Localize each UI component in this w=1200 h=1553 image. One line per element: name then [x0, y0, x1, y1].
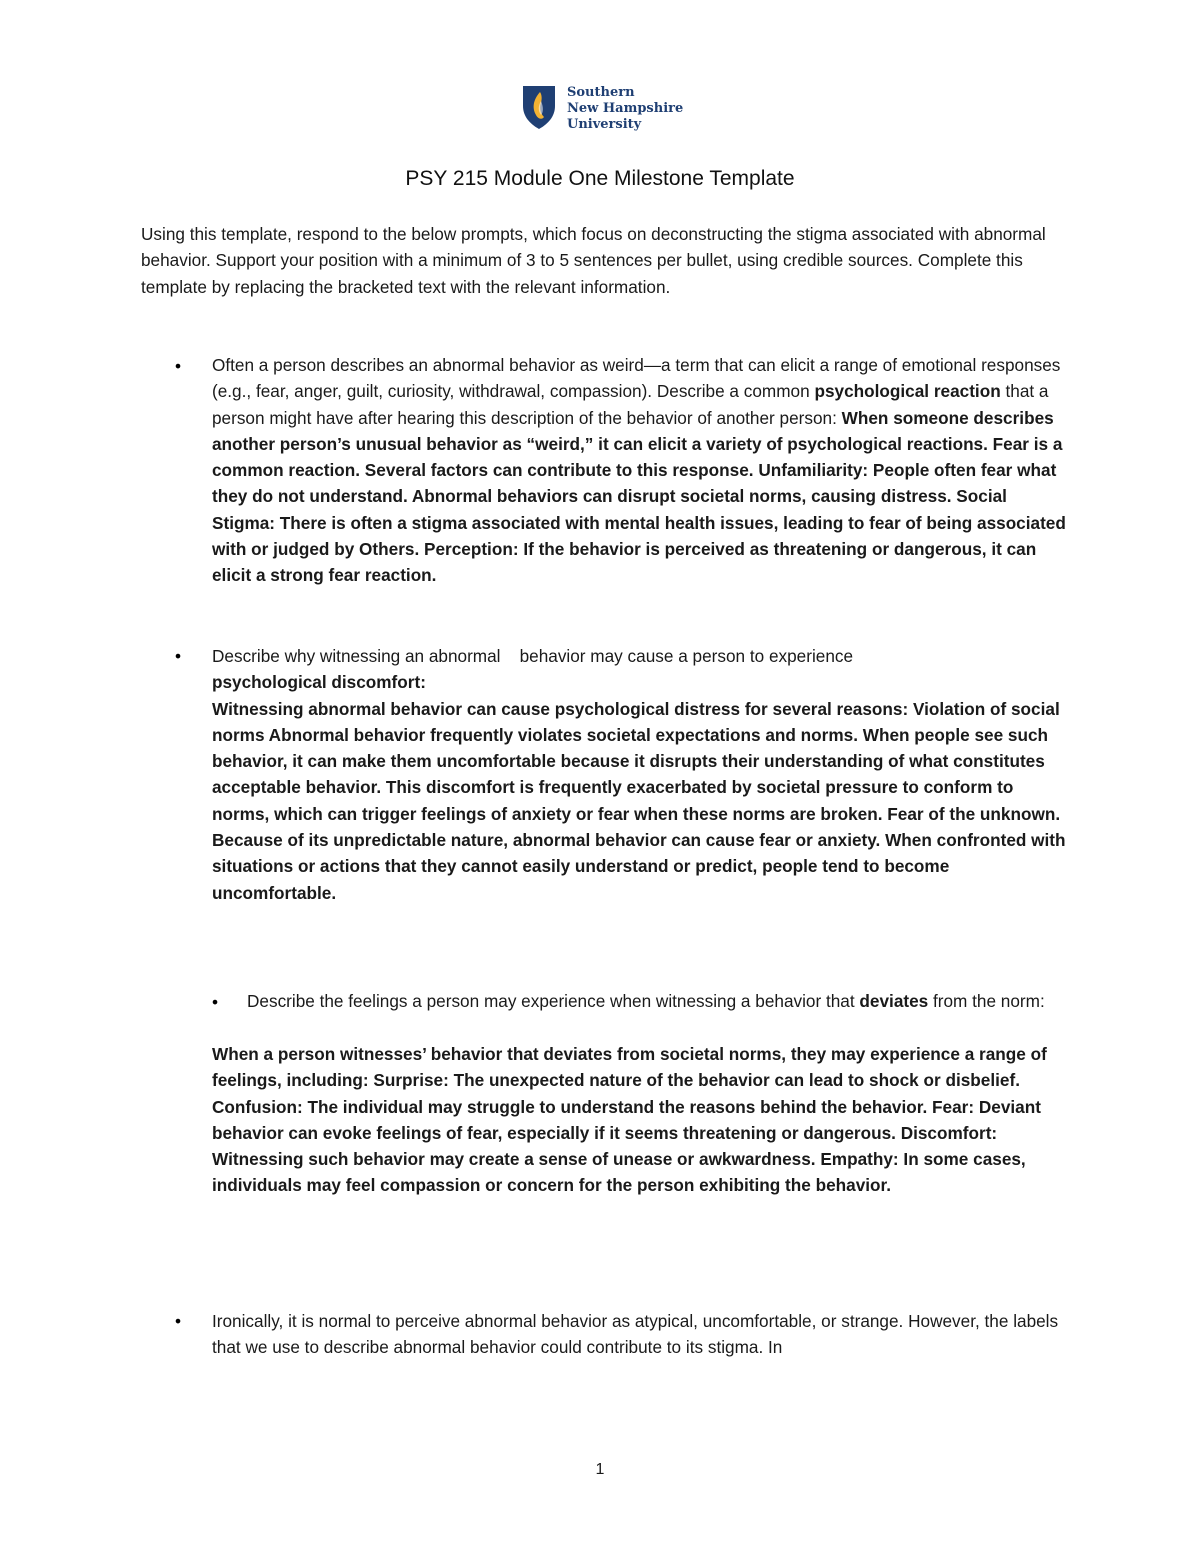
prompt-1-bold: psychological reaction — [814, 381, 1001, 402]
prompt-item-4 — [212, 1308, 1072, 1361]
logo-line-3: University — [567, 117, 642, 132]
logo-line-1: Southern — [567, 85, 635, 100]
prompt-3-part2: from the norm: — [928, 991, 1045, 1011]
bullet-marker: • — [212, 992, 219, 1012]
bullet-marker: • — [175, 646, 182, 666]
prompt-3-text — [247, 988, 1067, 1014]
prompt-2-part1: Describe why witnessing an abnormal behavior may cause a person to experience — [212, 646, 854, 666]
university-logo — [521, 84, 691, 132]
document-title: PSY 215 Module One Milestone Template — [405, 167, 795, 190]
logo-wordmark — [567, 85, 683, 133]
answer-3: When a person witnesses’ behavior that deviates from societal norms, they may experience a range of feelings, including: Surprise: The unexpected nature of the behavior can lead to shock or disbelief. Confusion: The individual may struggle to understand the reasons behind the behavior. Fear: Deviant behavior can evoke feelings of fear, especially if it seems threatening or dangerous. Discomfort: Witnessing such behavior may create a sense of unease or awkwardness. Empathy: In some cases, individuals may feel compassion or concern for the person exhibiting the behavior. — [212, 1044, 1047, 1196]
intro-paragraph: Using this template, respond to the below prompts, which focus on deconstructing the stigma associated with abnormal behavior. Support your position with a minimum of 3 to 5 sentences per bullet, using credible sources. Complete this template by replacing the bracketed text with the relevant information. — [141, 224, 1046, 297]
prompt-3-part1: Describe the feelings a person may experience when witnessing a behavior that — [247, 991, 860, 1011]
prompt-2-text — [212, 643, 1072, 669]
bullet-marker: • — [175, 356, 182, 376]
prompt-3-bold: deviates — [859, 991, 929, 1011]
answer-1: When someone describes another person’s unusual behavior as “weird,” it can elicit a variety of psychological reactions. Fear is a common reaction. Several factors can contribute to this response. Unfamiliarity: People often fear what they do not understand. Abnormal behaviors can disrupt societal norms, causing distress. Social Stigma: There is often a stigma associated with mental health issues, leading to fear of being associated with or judged by Others. Perception: If the behavior is perceived as threatening or dangerous, it can elicit a strong fear reaction. — [212, 407, 1066, 586]
prompt-1-text — [212, 352, 1072, 589]
answer-2: Witnessing abnormal behavior can cause psychological distress for several reasons: Violation of social norms Abnormal behavior frequently violates societal expectations and norms. When people see such behavior, it can make them uncomfortable because it disrupts their understanding of what constitutes acceptable behavior. This discomfort is frequently exacerbated by societal pressure to conform to norms, which can trigger feelings of anxiety or fear when these norms are broken. Fear of the unknown. Because of its unpredictable nature, abnormal behavior can cause fear or anxiety. When confronted with situations or actions that they cannot easily understand or predict, people tend to become uncomfortable. — [212, 698, 1066, 903]
prompt-1-part1: Often a person describes an abnormal behavior as weird—a term that can elicit a range of emotional responses (e.g., fear, anger, guilt, curiosity, withdrawal, compassion). Describe a common — [212, 355, 1061, 402]
prompt-item-2 — [212, 643, 1072, 906]
logo-line-2: New Hampshire — [567, 101, 684, 116]
prompt-2-bold: psychological discomfort: — [212, 672, 426, 693]
prompt-4-text: Ironically, it is normal to perceive abnormal behavior as atypical, uncomfortable, or strange. However, the labels that we use to describe abnormal behavior could contribute to its stigma. In — [212, 1311, 1059, 1358]
prompt-1-part2: that a person might have after hearing this description of the behavior of another person: — [212, 381, 1049, 428]
bullet-marker: • — [175, 1311, 182, 1331]
prompt-item-3 — [247, 988, 1067, 1014]
prompt-item-1 — [212, 352, 1072, 589]
page-number: 1 — [595, 1461, 605, 1478]
shield-flame-icon — [521, 84, 557, 130]
answer-3-block — [212, 1041, 1072, 1199]
